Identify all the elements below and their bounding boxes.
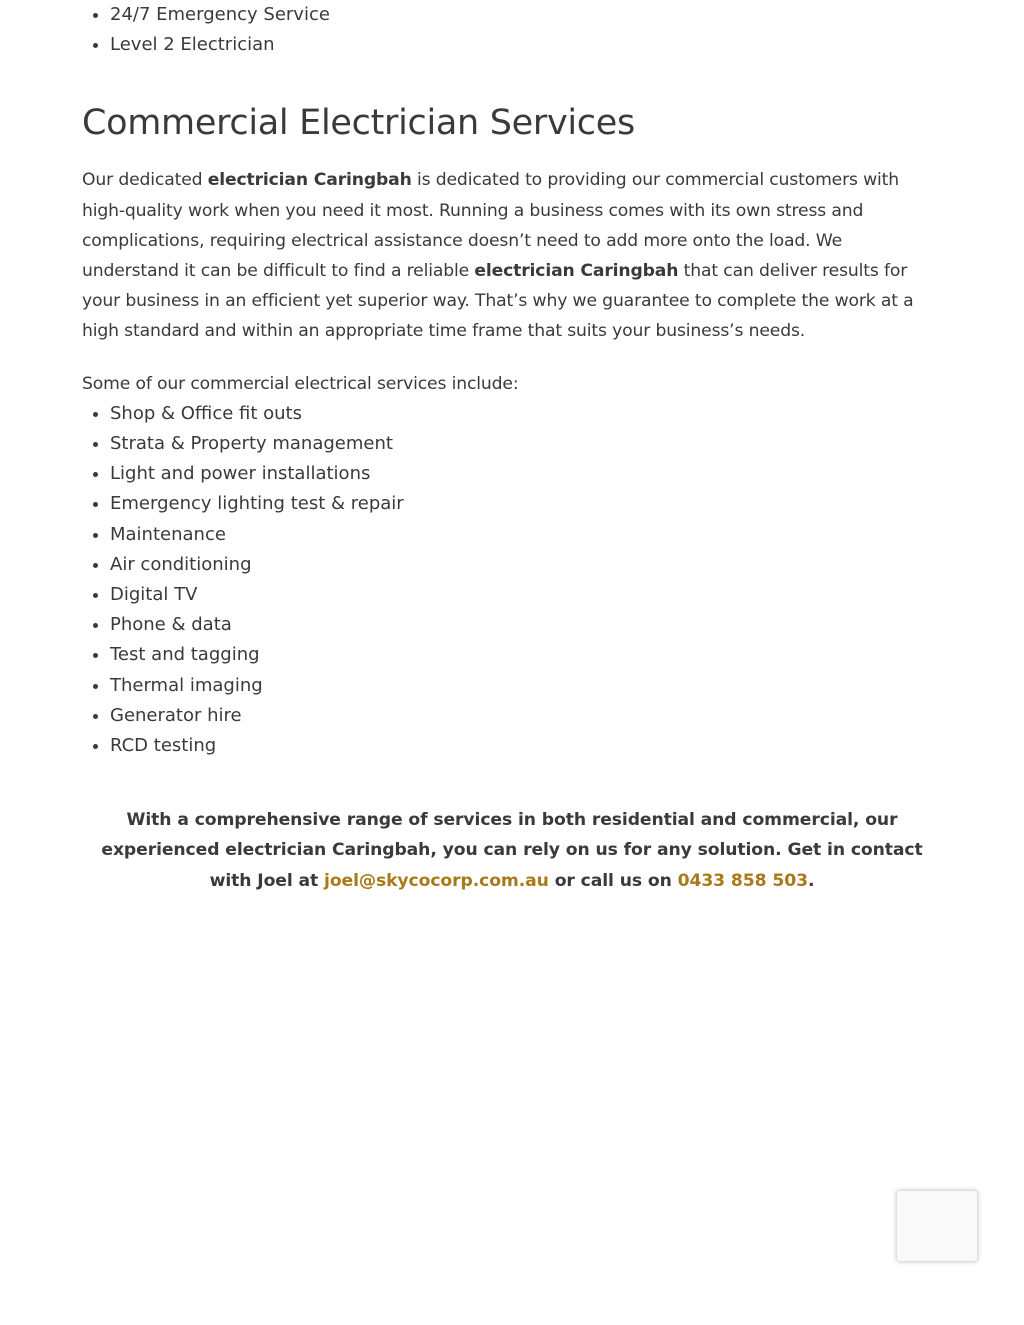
email-link[interactable]: joel@skycocorp.com.au — [324, 870, 549, 891]
list-item: • Level 2 Electrician — [110, 30, 942, 60]
list-item: • Thermal imaging — [110, 671, 942, 701]
recaptcha-badge[interactable] — [897, 1191, 977, 1261]
list-item: • RCD testing — [110, 731, 942, 761]
list-item: • Strata & Property management — [110, 429, 942, 459]
list-item: • Light and power installations — [110, 459, 942, 489]
list-item: • Air conditioning — [110, 550, 942, 580]
list-item: • Emergency lighting test & repair — [110, 489, 942, 519]
services-intro: Some of our commercial electrical services include: — [82, 373, 519, 394]
list-item: • Maintenance — [110, 520, 942, 550]
emergency-list — [82, 0, 942, 60]
main-content — [82, 0, 942, 896]
contact-callout — [82, 805, 942, 896]
services-list — [82, 399, 942, 761]
list-item: • 24/7 Emergency Service — [110, 0, 942, 30]
list-item: • Shop & Office fit outs — [110, 399, 942, 429]
paragraph-bold-keyword: electrician Caringbah — [207, 170, 412, 191]
list-item: • Test and tagging — [110, 640, 942, 670]
paragraph-bold-keyword: electrician Caringbah — [474, 261, 679, 282]
list-item: • Phone & data — [110, 610, 942, 640]
callout-text: . — [807, 870, 815, 891]
phone-link[interactable]: 0433 858 503 — [677, 870, 808, 891]
paragraph-text: is dedicated to providing our commercial customers with high-quality work when you need it most. Running a business comes with its own stress and complications, requiring electrical assistance doesn’t need to add more onto the load. We understand it can be difficult to find a reliable — [82, 170, 899, 282]
callout-text: or call us on — [548, 870, 678, 891]
paragraph-text: Our dedicated — [82, 170, 208, 191]
section-paragraph — [82, 165, 942, 346]
list-item: • Generator hire — [110, 701, 942, 731]
callout-text: With a comprehensive range of services in both residential and commercial, our experienced electrician Caringbah, you can rely on us for any solution. Get in contact with Joel at — [101, 810, 923, 891]
section-heading: Commercial Electrician Services — [82, 103, 635, 144]
paragraph-text: that can deliver results for your business in an efficient yet superior way. That’s why we guarantee to complete the work at a high standard and within an appropriate time frame that suits your business’s needs. — [82, 261, 914, 342]
list-item: • Digital TV — [110, 580, 942, 610]
